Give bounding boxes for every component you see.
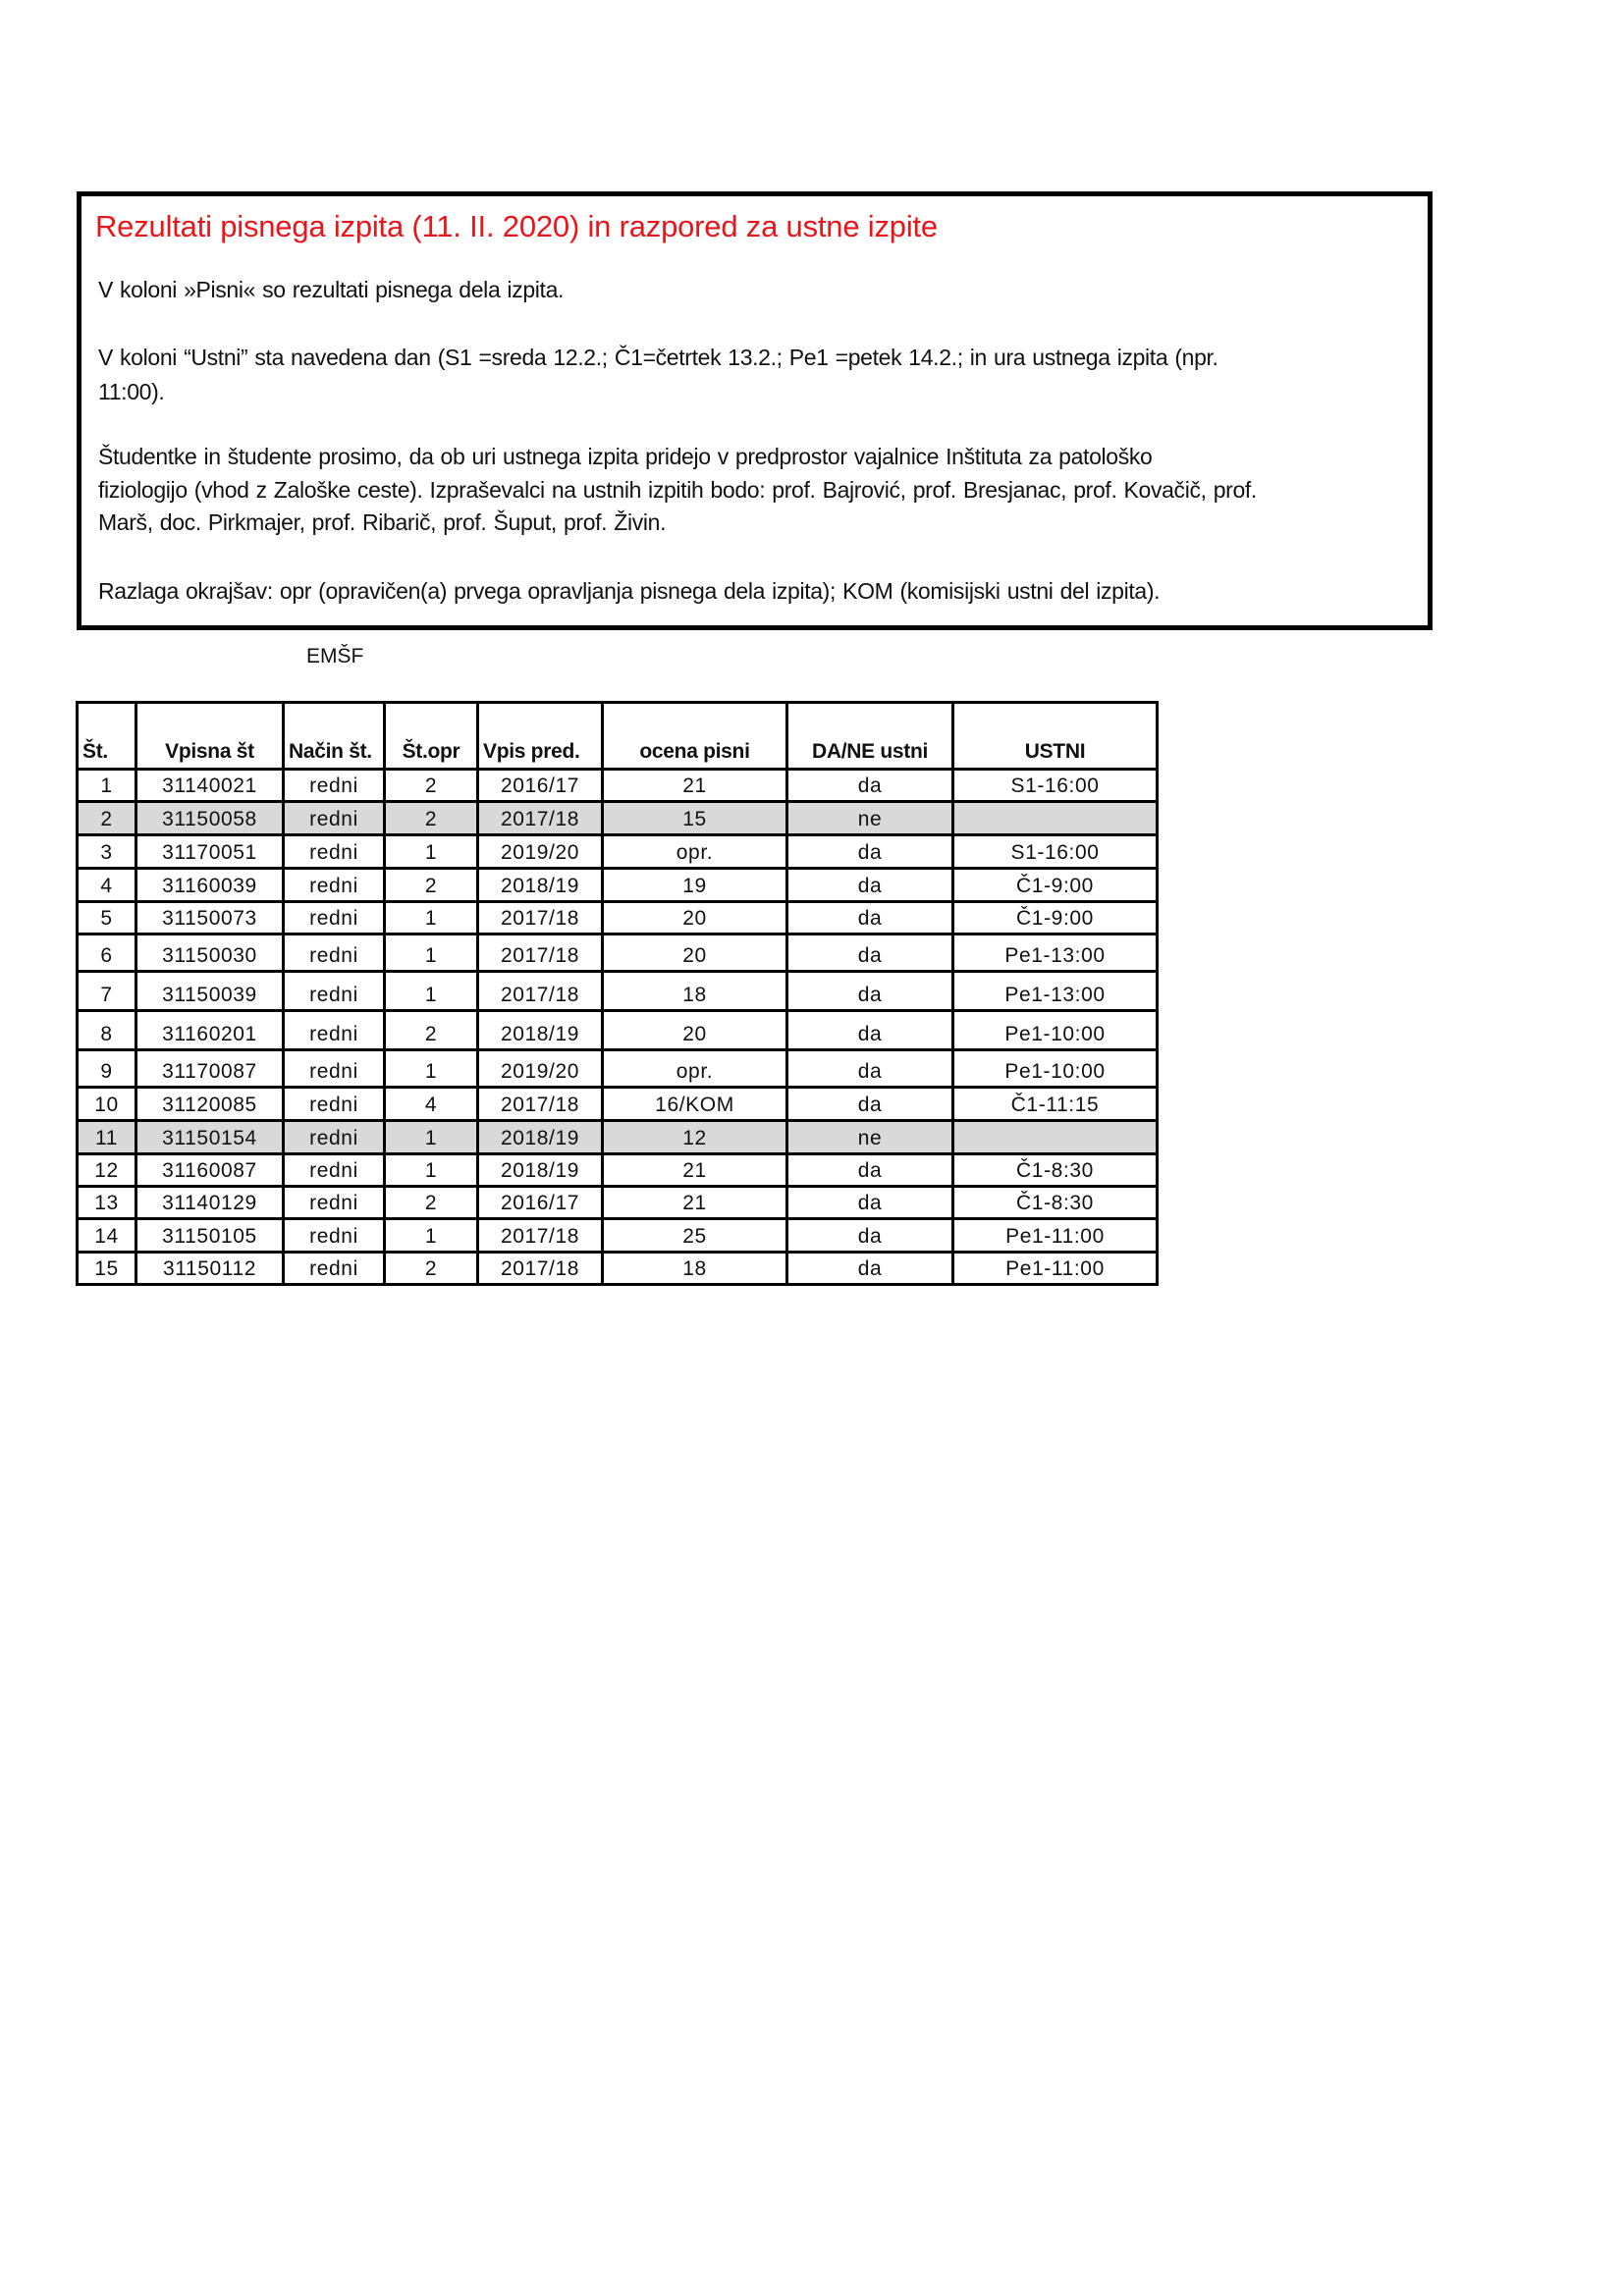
- cell-nacin-st: redni: [284, 972, 385, 1011]
- notice-line-ustni: V koloni “Ustni” sta navedena dan (S1 =sreda 12.2.; Č1=četrtek 13.2.; Pe1 =petek 14.2.; in ura ustnega izpita (npr.: [98, 345, 1218, 370]
- cell-nacin-st: redni: [284, 1154, 385, 1187]
- cell-ustni: Č1-8:30: [953, 1154, 1158, 1187]
- cell-da-ne-ustni: da: [787, 869, 953, 902]
- cell-vpis-pred: 2018/19: [478, 1121, 603, 1154]
- cell-vpisna-st: 31160039: [136, 869, 284, 902]
- notice-title: Rezultati pisnega izpita (11. II. 2020) in razpored za ustne izpite: [95, 209, 938, 243]
- cell-st-opr: 4: [385, 1088, 478, 1121]
- cell-st-opr: 1: [385, 1050, 478, 1088]
- table-row: [78, 1088, 1158, 1121]
- table-row: [78, 1187, 1158, 1219]
- cell-ustni: [953, 1121, 1158, 1154]
- table-row: [78, 1121, 1158, 1154]
- cell-st: 1: [78, 770, 136, 802]
- cell-vpis-pred: 2017/18: [478, 1253, 603, 1285]
- cell-nacin-st: redni: [284, 835, 385, 869]
- cell-nacin-st: redni: [284, 934, 385, 972]
- notice-box: [77, 191, 1433, 630]
- table-header-row: [78, 703, 1158, 770]
- cell-vpis-pred: 2016/17: [478, 1187, 603, 1219]
- cell-nacin-st: redni: [284, 802, 385, 835]
- cell-st: 2: [78, 802, 136, 835]
- header-vpis-pred: Vpis pred.: [478, 703, 603, 770]
- cell-vpis-pred: 2017/18: [478, 934, 603, 972]
- cell-da-ne-ustni: da: [787, 1253, 953, 1285]
- cell-vpisna-st: 31150058: [136, 802, 284, 835]
- cell-ustni: S1-16:00: [953, 770, 1158, 802]
- cell-vpis-pred: 2018/19: [478, 1154, 603, 1187]
- cell-vpisna-st: 31150030: [136, 934, 284, 972]
- results-table: [76, 701, 1159, 1286]
- table-row: [78, 1050, 1158, 1088]
- cell-vpis-pred: 2017/18: [478, 1219, 603, 1253]
- cell-nacin-st: redni: [284, 1011, 385, 1050]
- cell-da-ne-ustni: da: [787, 934, 953, 972]
- cell-ustni: [953, 802, 1158, 835]
- table-row: [78, 802, 1158, 835]
- cell-vpis-pred: 2017/18: [478, 802, 603, 835]
- cell-da-ne-ustni: ne: [787, 802, 953, 835]
- notice-line-pisni: V koloni »Pisni« so rezultati pisnega dela izpita.: [98, 277, 565, 302]
- cell-ocena-pisni: 21: [603, 770, 787, 802]
- table-row: [78, 902, 1158, 934]
- cell-ocena-pisni: opr.: [603, 835, 787, 869]
- cell-vpis-pred: 2017/18: [478, 972, 603, 1011]
- header-ocena-pisni: ocena pisni: [603, 703, 787, 770]
- cell-vpis-pred: 2017/18: [478, 902, 603, 934]
- cell-da-ne-ustni: da: [787, 1011, 953, 1050]
- cell-st-opr: 2: [385, 869, 478, 902]
- cell-ocena-pisni: 20: [603, 1011, 787, 1050]
- table-row: [78, 1011, 1158, 1050]
- table-row: [78, 770, 1158, 802]
- cell-nacin-st: redni: [284, 1219, 385, 1253]
- cell-st: 9: [78, 1050, 136, 1088]
- cell-ustni: Č1-8:30: [953, 1187, 1158, 1219]
- cell-ocena-pisni: 18: [603, 1253, 787, 1285]
- cell-nacin-st: redni: [284, 1187, 385, 1219]
- cell-ustni: Pe1-13:00: [953, 972, 1158, 1011]
- cell-da-ne-ustni: da: [787, 1154, 953, 1187]
- cell-da-ne-ustni: da: [787, 1219, 953, 1253]
- cell-vpisna-st: 31150112: [136, 1253, 284, 1285]
- cell-vpisna-st: 31150105: [136, 1219, 284, 1253]
- cell-st-opr: 2: [385, 1253, 478, 1285]
- cell-st: 4: [78, 869, 136, 902]
- cell-nacin-st: redni: [284, 902, 385, 934]
- cell-nacin-st: redni: [284, 770, 385, 802]
- cell-ustni: Pe1-13:00: [953, 934, 1158, 972]
- cell-st: 3: [78, 835, 136, 869]
- cell-ustni: Pe1-11:00: [953, 1219, 1158, 1253]
- cell-vpisna-st: 31140129: [136, 1187, 284, 1219]
- cell-st: 13: [78, 1187, 136, 1219]
- cell-vpisna-st: 31150154: [136, 1121, 284, 1154]
- cell-nacin-st: redni: [284, 1050, 385, 1088]
- cell-nacin-st: redni: [284, 869, 385, 902]
- cell-vpis-pred: 2019/20: [478, 835, 603, 869]
- cell-nacin-st: redni: [284, 1088, 385, 1121]
- cell-ocena-pisni: 20: [603, 902, 787, 934]
- header-da-ne-ustni: DA/NE ustni: [787, 703, 953, 770]
- cell-st-opr: 2: [385, 802, 478, 835]
- cell-st-opr: 1: [385, 1154, 478, 1187]
- cell-da-ne-ustni: da: [787, 1050, 953, 1088]
- group-label: EMŠF: [306, 645, 364, 667]
- header-ustni: USTNI: [953, 703, 1158, 770]
- cell-vpisna-st: 31150073: [136, 902, 284, 934]
- table-row: [78, 835, 1158, 869]
- cell-ustni: Č1-9:00: [953, 869, 1158, 902]
- cell-st: 15: [78, 1253, 136, 1285]
- cell-nacin-st: redni: [284, 1121, 385, 1154]
- cell-st-opr: 1: [385, 902, 478, 934]
- cell-da-ne-ustni: da: [787, 770, 953, 802]
- cell-vpisna-st: 31140021: [136, 770, 284, 802]
- cell-da-ne-ustni: da: [787, 1088, 953, 1121]
- cell-st-opr: 1: [385, 1121, 478, 1154]
- notice-line-ustni-cont: 11:00).: [98, 379, 165, 404]
- cell-st: 8: [78, 1011, 136, 1050]
- table-row: [78, 934, 1158, 972]
- cell-da-ne-ustni: da: [787, 1187, 953, 1219]
- cell-st: 10: [78, 1088, 136, 1121]
- cell-ustni: Pe1-10:00: [953, 1050, 1158, 1088]
- cell-da-ne-ustni: da: [787, 902, 953, 934]
- cell-vpisna-st: 31120085: [136, 1088, 284, 1121]
- cell-st: 6: [78, 934, 136, 972]
- cell-vpisna-st: 31170087: [136, 1050, 284, 1088]
- cell-ustni: Pe1-10:00: [953, 1011, 1158, 1050]
- notice-line-abbreviations: Razlaga okrajšav: opr (opravičen(a) prvega opravljanja pisnega dela izpita); KOM (komisijski ustni del izpita).: [98, 578, 1161, 604]
- cell-vpis-pred: 2019/20: [478, 1050, 603, 1088]
- cell-st-opr: 2: [385, 1011, 478, 1050]
- notice-line-studentke: Študentke in študente prosimo, da ob uri ustnega izpita pridejo v predprostor vajalnice Inštituta za patološko: [98, 444, 1153, 469]
- cell-st: 5: [78, 902, 136, 934]
- cell-st: 12: [78, 1154, 136, 1187]
- table-row: [78, 869, 1158, 902]
- cell-ocena-pisni: 19: [603, 869, 787, 902]
- cell-st-opr: 1: [385, 1219, 478, 1253]
- table-row: [78, 1154, 1158, 1187]
- cell-ocena-pisni: 20: [603, 934, 787, 972]
- cell-vpisna-st: 31160087: [136, 1154, 284, 1187]
- cell-st-opr: 2: [385, 1187, 478, 1219]
- cell-st-opr: 2: [385, 770, 478, 802]
- cell-da-ne-ustni: da: [787, 972, 953, 1011]
- cell-ocena-pisni: 21: [603, 1154, 787, 1187]
- header-vpisna-st: Vpisna št: [136, 703, 284, 770]
- cell-st: 14: [78, 1219, 136, 1253]
- cell-ocena-pisni: 25: [603, 1219, 787, 1253]
- notice-line-fiziologijo: fiziologijo (vhod z Zaloške ceste). Izpraševalci na ustnih izpitih bodo: prof. Bajrović, prof. Bresjanac, prof. Kovačič, prof.: [98, 477, 1257, 503]
- cell-vpisna-st: 31150039: [136, 972, 284, 1011]
- cell-st-opr: 1: [385, 835, 478, 869]
- cell-st-opr: 1: [385, 934, 478, 972]
- cell-ustni: Pe1-11:00: [953, 1253, 1158, 1285]
- header-nacin-st: Način št.: [284, 703, 385, 770]
- cell-nacin-st: redni: [284, 1253, 385, 1285]
- cell-st-opr: 1: [385, 972, 478, 1011]
- header-st: Št.: [78, 703, 136, 770]
- cell-ustni: Č1-11:15: [953, 1088, 1158, 1121]
- cell-vpis-pred: 2016/17: [478, 770, 603, 802]
- cell-st: 11: [78, 1121, 136, 1154]
- table-row: [78, 1219, 1158, 1253]
- cell-vpisna-st: 31160201: [136, 1011, 284, 1050]
- cell-st: 7: [78, 972, 136, 1011]
- cell-vpis-pred: 2017/18: [478, 1088, 603, 1121]
- table-row: [78, 972, 1158, 1011]
- cell-vpis-pred: 2018/19: [478, 869, 603, 902]
- cell-vpisna-st: 31170051: [136, 835, 284, 869]
- cell-vpis-pred: 2018/19: [478, 1011, 603, 1050]
- cell-da-ne-ustni: da: [787, 835, 953, 869]
- cell-ocena-pisni: opr.: [603, 1050, 787, 1088]
- header-st-opr: Št.opr: [385, 703, 478, 770]
- cell-ustni: S1-16:00: [953, 835, 1158, 869]
- cell-ocena-pisni: 21: [603, 1187, 787, 1219]
- cell-ocena-pisni: 16/KOM: [603, 1088, 787, 1121]
- notice-line-examiners: Marš, doc. Pirkmajer, prof. Ribarič, prof. Šuput, prof. Živin.: [98, 509, 667, 535]
- cell-ustni: Č1-9:00: [953, 902, 1158, 934]
- cell-da-ne-ustni: ne: [787, 1121, 953, 1154]
- cell-ocena-pisni: 18: [603, 972, 787, 1011]
- cell-ocena-pisni: 15: [603, 802, 787, 835]
- table-row: [78, 1253, 1158, 1285]
- cell-ocena-pisni: 12: [603, 1121, 787, 1154]
